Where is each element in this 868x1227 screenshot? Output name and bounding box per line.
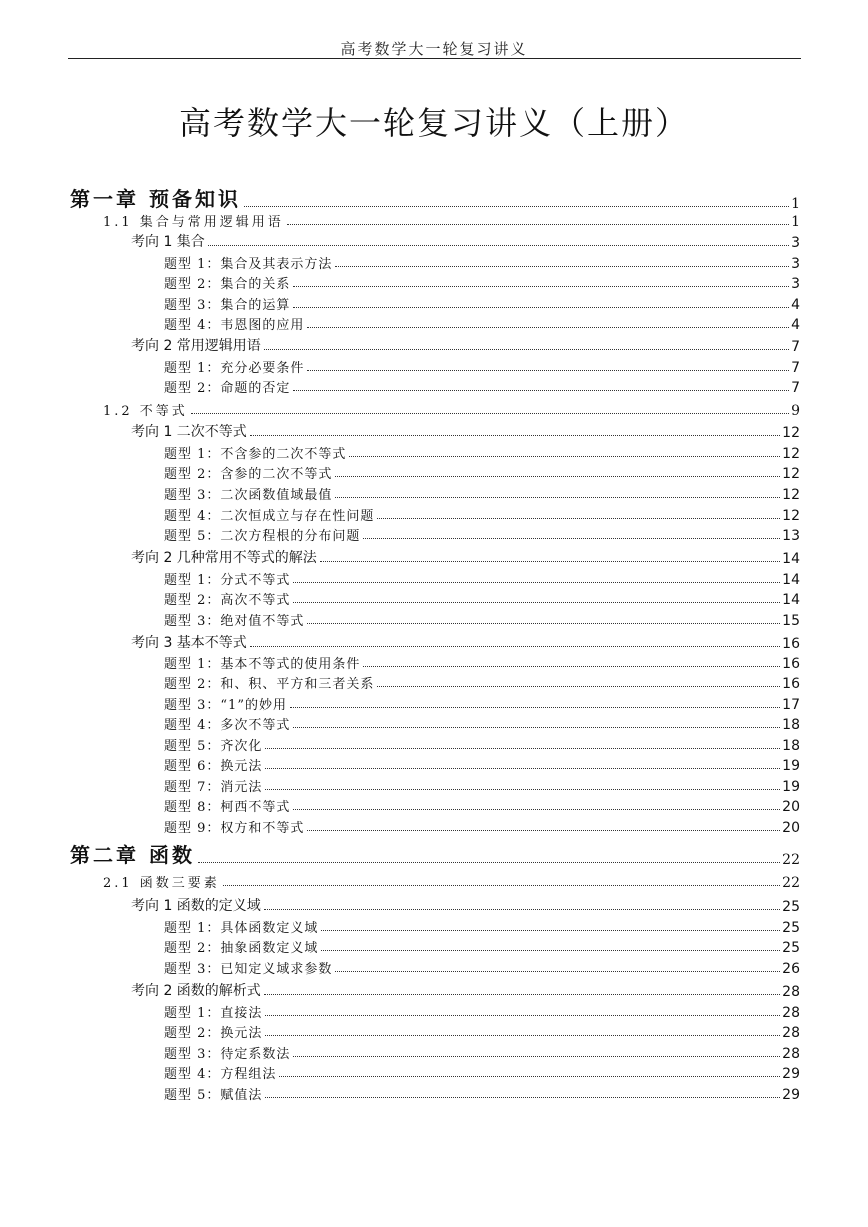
toc-entry-label: 题型 1：基本不等式的使用条件 <box>164 657 361 672</box>
toc-leader-dots <box>335 476 780 477</box>
toc-page-number: 12 <box>782 425 800 441</box>
toc-page-number: 12 <box>782 487 800 503</box>
toc-entry-label: 2.1 函数三要素 <box>103 876 220 891</box>
toc-entry-type[interactable] <box>164 1042 800 1062</box>
toc-page-number: 16 <box>782 636 800 652</box>
toc-leader-dots <box>335 497 780 498</box>
toc-leader-dots <box>293 602 780 603</box>
toc-leader-dots <box>363 666 780 667</box>
toc-leader-dots <box>335 971 780 972</box>
toc-page-number: 25 <box>782 940 800 956</box>
toc-page-number: 19 <box>782 779 800 795</box>
toc-page-number: 15 <box>782 613 800 629</box>
toc-entry-type[interactable] <box>164 356 800 376</box>
toc-entry-type[interactable] <box>164 916 800 936</box>
toc-entry-label: 考向 2 几种常用不等式的解法 <box>131 550 317 566</box>
toc-entry-label: 考向 1 函数的定义域 <box>131 898 261 914</box>
toc-leader-dots <box>250 646 780 647</box>
header-rule <box>68 58 801 59</box>
toc-entry-label: 题型 5：齐次化 <box>164 739 263 754</box>
toc-page-number: 7 <box>791 360 800 376</box>
toc-entry-type[interactable] <box>164 693 800 713</box>
toc-leader-dots <box>244 206 789 207</box>
toc-entry-label: 题型 1：不含参的二次不等式 <box>164 447 347 462</box>
toc-page-number: 20 <box>782 799 800 815</box>
toc-leader-dots <box>293 1056 780 1057</box>
toc-entry-label: 题型 2：集合的关系 <box>164 277 291 292</box>
toc-entry-type[interactable] <box>164 816 800 836</box>
toc-page-number: 28 <box>782 984 800 1000</box>
toc-entry-label: 题型 4：韦恩图的应用 <box>164 318 305 333</box>
toc-leader-dots <box>279 1076 780 1077</box>
toc-entry-label: 题型 6：换元法 <box>164 759 263 774</box>
toc-leader-dots <box>349 456 780 457</box>
toc-leader-dots <box>293 286 789 287</box>
toc-leader-dots <box>264 994 780 995</box>
toc-entry-type[interactable] <box>164 462 800 482</box>
toc-leader-dots <box>264 349 789 350</box>
toc-entry-type[interactable] <box>164 672 800 692</box>
toc-page-number: 9 <box>791 403 800 419</box>
toc-entry-label: 1.2 不等式 <box>103 404 188 419</box>
toc-entry-label: 题型 3：二次函数值域最值 <box>164 488 333 503</box>
toc-entry-type[interactable] <box>164 734 800 754</box>
toc-entry-label: 题型 3：“1”的妙用 <box>164 698 287 713</box>
toc-entry-label: 题型 1：具体函数定义域 <box>164 921 319 936</box>
toc-entry-type[interactable] <box>164 795 800 815</box>
toc-entry-aspect[interactable] <box>131 631 800 652</box>
toc-entry-label: 题型 3：已知定义域求参数 <box>164 962 333 977</box>
toc-entry-type[interactable] <box>164 293 800 313</box>
toc-entry-label: 题型 2：命题的否定 <box>164 381 291 396</box>
toc-page-number: 12 <box>782 466 800 482</box>
toc-entry-chapter[interactable] <box>70 182 800 212</box>
toc-leader-dots <box>208 245 789 246</box>
toc-leader-dots <box>363 538 780 539</box>
toc-page-number: 19 <box>782 758 800 774</box>
toc-entry-label: 考向 1 二次不等式 <box>131 424 247 440</box>
toc-entry-aspect[interactable] <box>131 546 800 567</box>
toc-leader-dots <box>264 909 780 910</box>
toc-page-number: 7 <box>791 380 800 396</box>
toc-leader-dots <box>265 1035 780 1036</box>
toc-entry-label: 题型 3：集合的运算 <box>164 298 291 313</box>
toc-entry-type[interactable] <box>164 252 800 272</box>
toc-page-number: 14 <box>782 592 800 608</box>
toc-page-number: 28 <box>782 1025 800 1041</box>
toc-entry-label: 题型 1：集合及其表示方法 <box>164 257 333 272</box>
toc-page-number: 29 <box>782 1066 800 1082</box>
toc-entry-type[interactable] <box>164 713 800 733</box>
toc-leader-dots <box>290 707 780 708</box>
toc-entry-label: 考向 3 基本不等式 <box>131 635 247 651</box>
toc-leader-dots <box>293 390 789 391</box>
toc-entry-label: 题型 2：含参的二次不等式 <box>164 467 333 482</box>
toc-entry-label: 题型 2：抽象函数定义域 <box>164 941 319 956</box>
toc-entry-label: 第二章 函数 <box>70 843 195 867</box>
toc-entry-label: 题型 3：待定系数法 <box>164 1047 291 1062</box>
toc-leader-dots <box>191 413 789 414</box>
toc-leader-dots <box>265 789 780 790</box>
toc-page-number: 3 <box>791 276 800 292</box>
toc-page-number: 28 <box>782 1046 800 1062</box>
toc-leader-dots <box>250 435 780 436</box>
toc-entry-label: 题型 4：二次恒成立与存在性问题 <box>164 509 375 524</box>
toc-entry-label: 题型 3：绝对值不等式 <box>164 614 305 629</box>
toc-entry-type[interactable] <box>164 1001 800 1021</box>
toc-leader-dots <box>265 748 780 749</box>
toc-entry-aspect[interactable] <box>131 230 800 251</box>
toc-entry-type[interactable] <box>164 775 800 795</box>
toc-page-number: 4 <box>791 317 800 333</box>
toc-entry-label: 题型 4：方程组法 <box>164 1067 277 1082</box>
toc-page-number: 14 <box>782 551 800 567</box>
toc-leader-dots <box>377 518 780 519</box>
toc-page-number: 17 <box>782 697 800 713</box>
toc-leader-dots <box>265 768 780 769</box>
toc-entry-label: 题型 9：权方和不等式 <box>164 821 305 836</box>
toc-leader-dots <box>307 370 789 371</box>
toc-page-number: 22 <box>782 875 800 891</box>
toc-entry-type[interactable] <box>164 936 800 956</box>
toc-leader-dots <box>198 862 780 863</box>
toc-leader-dots <box>293 809 780 810</box>
toc-leader-dots <box>307 830 780 831</box>
toc-entry-aspect[interactable] <box>131 979 800 1000</box>
toc-entry-label: 题型 2：换元法 <box>164 1026 263 1041</box>
toc-entry-type[interactable] <box>164 1021 800 1041</box>
toc-entry-label: 题型 5：赋值法 <box>164 1088 263 1103</box>
toc-entry-type[interactable] <box>164 1083 800 1103</box>
toc-entry-type[interactable] <box>164 524 800 544</box>
toc-entry-label: 题型 4：多次不等式 <box>164 718 291 733</box>
toc-entry-label: 考向 2 常用逻辑用语 <box>131 338 261 354</box>
toc-entry-type[interactable] <box>164 1062 800 1082</box>
toc-entry-type[interactable] <box>164 376 800 396</box>
toc-entry-label: 考向 1 集合 <box>131 234 205 250</box>
toc-page-number: 28 <box>782 1005 800 1021</box>
toc-entry-label: 题型 2：和、积、平方和三者关系 <box>164 677 375 692</box>
toc-leader-dots <box>293 582 780 583</box>
toc-leader-dots <box>293 727 780 728</box>
toc-page-number: 12 <box>782 508 800 524</box>
toc-page-number: 22 <box>782 852 800 868</box>
running-header: 高考数学大一轮复习讲义 <box>340 40 528 58</box>
toc-entry-label: 题型 5：二次方程根的分布问题 <box>164 529 361 544</box>
toc-entry-type[interactable] <box>164 652 800 672</box>
toc-page-number: 25 <box>782 920 800 936</box>
toc-page-number: 3 <box>791 256 800 272</box>
toc-leader-dots <box>307 623 780 624</box>
toc-entry-label: 题型 2：高次不等式 <box>164 593 291 608</box>
toc-entry-section[interactable] <box>103 870 800 891</box>
toc-entry-type[interactable] <box>164 442 800 462</box>
toc-page-number: 26 <box>782 961 800 977</box>
toc-page-number: 13 <box>782 528 800 544</box>
toc-leader-dots <box>293 307 789 308</box>
toc-entry-type[interactable] <box>164 504 800 524</box>
toc-entry-label: 第一章 预备知识 <box>70 187 241 211</box>
toc-page-number: 18 <box>782 717 800 733</box>
toc-leader-dots <box>321 950 780 951</box>
toc-entry-label: 题型 8：柯西不等式 <box>164 800 291 815</box>
toc-page-number: 16 <box>782 676 800 692</box>
toc-entry-label: 题型 1：直接法 <box>164 1006 263 1021</box>
toc-entry-section[interactable] <box>103 398 800 419</box>
toc-leader-dots <box>287 224 789 225</box>
toc-entry-type[interactable] <box>164 272 800 292</box>
toc-page-number: 3 <box>791 235 800 251</box>
toc-entry-label: 题型 1：分式不等式 <box>164 573 291 588</box>
toc-entry-label: 题型 7：消元法 <box>164 780 263 795</box>
toc-entry-type[interactable] <box>164 609 800 629</box>
toc-entry-chapter[interactable] <box>70 838 800 868</box>
toc-entry-type[interactable] <box>164 313 800 333</box>
toc-page-number: 29 <box>782 1087 800 1103</box>
toc-leader-dots <box>265 1097 780 1098</box>
toc-entry-aspect[interactable] <box>131 894 800 915</box>
toc-leader-dots <box>321 930 780 931</box>
toc-entry-aspect[interactable] <box>131 420 800 441</box>
toc-entry-label: 题型 1：充分必要条件 <box>164 361 305 376</box>
toc-entry-label: 考向 2 函数的解析式 <box>131 983 261 999</box>
toc-entry-type[interactable] <box>164 754 800 774</box>
toc-entry-type[interactable] <box>164 588 800 608</box>
toc-page-number: 14 <box>782 572 800 588</box>
toc-entry-type[interactable] <box>164 483 800 503</box>
toc-page-number: 18 <box>782 738 800 754</box>
toc-entry-aspect[interactable] <box>131 334 800 355</box>
toc-page-number: 25 <box>782 899 800 915</box>
toc-page-number: 1 <box>791 214 800 230</box>
toc-page-number: 20 <box>782 820 800 836</box>
document-title: 高考数学大一轮复习讲义（上册） <box>178 104 689 142</box>
toc-leader-dots <box>223 885 780 886</box>
toc-leader-dots <box>307 327 789 328</box>
toc-page-number: 1 <box>791 196 800 212</box>
toc-page-number: 16 <box>782 656 800 672</box>
toc-leader-dots <box>265 1015 780 1016</box>
toc-leader-dots <box>335 266 789 267</box>
toc-entry-type[interactable] <box>164 568 800 588</box>
toc-page-number: 4 <box>791 297 800 313</box>
toc-page-number: 12 <box>782 446 800 462</box>
toc-entry-section[interactable] <box>103 209 800 230</box>
toc-entry-type[interactable] <box>164 957 800 977</box>
toc-page-number: 7 <box>791 339 800 355</box>
toc-leader-dots <box>377 686 780 687</box>
toc-entry-label: 1.1 集合与常用逻辑用语 <box>103 215 284 230</box>
toc-leader-dots <box>320 561 780 562</box>
